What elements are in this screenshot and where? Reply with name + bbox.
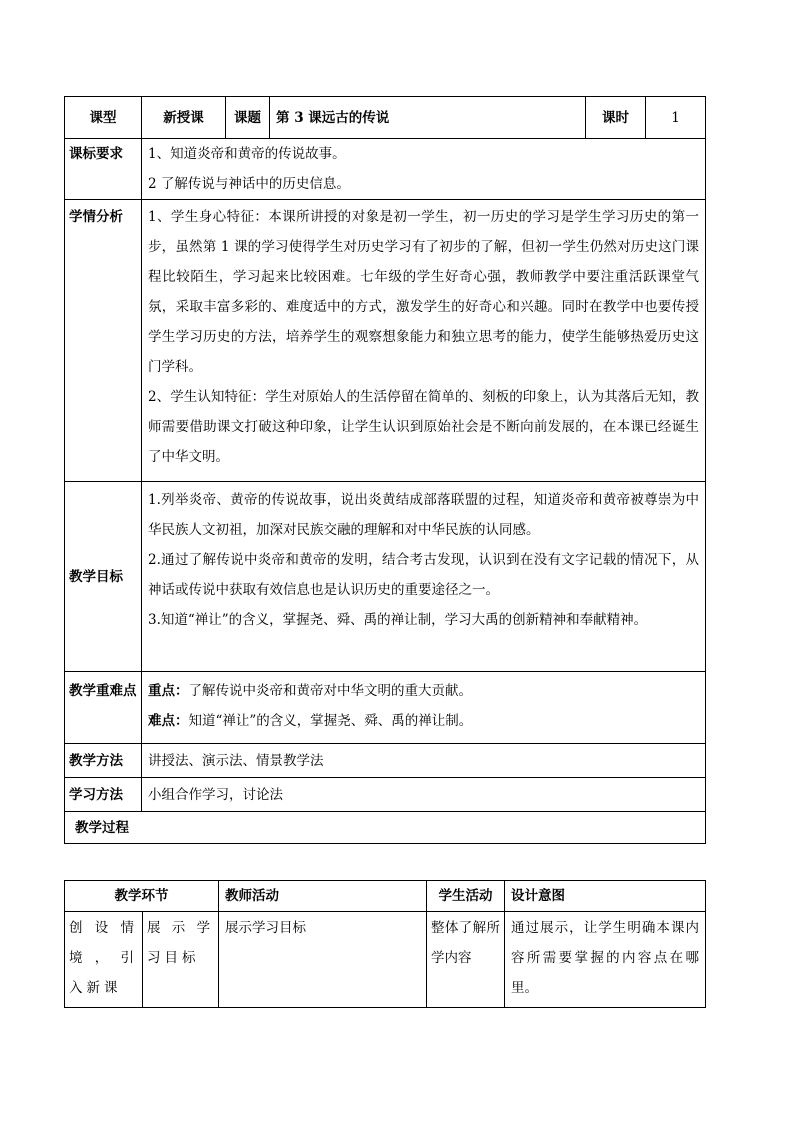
stage-header: 教学环节 <box>65 881 219 912</box>
standards-content <box>142 139 706 200</box>
goals-row <box>65 482 706 672</box>
difficulty-line <box>148 706 699 736</box>
process-header-row <box>65 881 706 912</box>
methods-label: 教学方法 <box>65 744 142 778</box>
lesson-type-label: 课型 <box>65 97 142 139</box>
stage-sub-cell: 展示学习目标 <box>143 912 219 1008</box>
stage-main-cell: 创设情境，引入新课 <box>65 912 143 1008</box>
analysis-paragraph: 2、学生认知特征：学生对原始人的生活停留在简单的、刻板的印象上，认为其落后无知，教师需要借助课文打破这种印象，让学生认识到原始社会是不断向前发展的，在本课已经诞生了中华文明。 <box>148 389 699 465</box>
process-row <box>65 812 706 844</box>
goals-label: 教学目标 <box>65 482 142 672</box>
lesson-info-table <box>64 96 706 844</box>
intent-cell: 通过展示，让学生明确本课内容所需要掌握的内容点在哪里。 <box>505 912 706 1008</box>
process-table <box>64 880 706 1008</box>
periods-label: 课时 <box>586 97 646 139</box>
student-header: 学生活动 <box>427 881 505 912</box>
methods-row <box>65 744 706 778</box>
header-row <box>65 97 706 139</box>
learning-value: 小组合作学习，讨论法 <box>142 778 706 812</box>
standards-row <box>65 139 706 200</box>
key-points-content <box>142 672 706 744</box>
intent-header: 设计意图 <box>505 881 706 912</box>
focus-text: 了解传说中炎帝和黄帝对中华文明的重大贡献。 <box>188 683 472 699</box>
goal-item: 2.通过了解传说中炎帝和黄帝的发明，结合考古发现，认识到在没有文字记载的情况下，从神话或传说中获取有效信息也是认识历史的重要途径之一。 <box>148 552 699 598</box>
student-activity-cell: 整体了解所学内容 <box>427 912 505 1008</box>
analysis-row <box>65 200 706 482</box>
teacher-activity-cell: 展示学习目标 <box>219 912 427 1008</box>
difficulty-label: 难点： <box>148 713 189 729</box>
focus-label: 重点： <box>148 683 189 699</box>
key-points-label: 教学重难点 <box>65 672 142 744</box>
learning-row <box>65 778 706 812</box>
periods-value: 1 <box>646 97 706 139</box>
topic-label: 课题 <box>226 97 270 139</box>
goals-content <box>142 482 706 672</box>
analysis-paragraph: 1、学生身心特征：本课所讲授的对象是初一学生，初一历史的学习是学生学习历史的第一步，虽然第 1 课的学习使得学生对历史学习有了初步的了解，但初一学生仍然对历史这门课程比较陌生，学习起来比较困难。七年级的学生好奇心强，教师教学中要注重活跃课堂气氛，采取丰富多彩的、难度适中的方式，激发学生的好奇心和兴趣。同时在教学中也要传授学生学习历史的方法，培养学生的观察想象能力和独立思考的能力，使学生能够热爱历史这门学科。 <box>148 209 699 375</box>
process-row-item <box>65 912 706 1008</box>
standards-line: 2 了解传说与神话中的历史信息。 <box>148 176 350 192</box>
difficulty-text: 知道“禅让”的含义，掌握尧、舜、禹的禅让制。 <box>188 713 473 729</box>
learning-label: 学习方法 <box>65 778 142 812</box>
topic-value: 第 3 课远古的传说 <box>270 97 586 139</box>
analysis-content <box>142 200 706 482</box>
teacher-header: 教师活动 <box>219 881 427 912</box>
key-points-row <box>65 672 706 744</box>
focus-line <box>148 676 699 706</box>
goal-item: 3.知道“禅让”的含义，掌握尧、舜、禹的禅让制，学习大禹的创新精神和奉献精神。 <box>148 612 648 628</box>
analysis-label: 学情分析 <box>65 200 142 482</box>
lesson-type-value: 新授课 <box>142 97 226 139</box>
methods-value: 讲授法、演示法、情景教学法 <box>142 744 706 778</box>
standards-label: 课标要求 <box>65 139 142 200</box>
process-label: 教学过程 <box>65 812 706 844</box>
goal-item: 1.列举炎帝、黄帝的传说故事，说出炎黄结成部落联盟的过程，知道炎帝和黄帝被尊崇为中华民族人文初祖，加深对民族交融的理解和对中华民族的认同感。 <box>148 492 699 538</box>
standards-line: 1、知道炎帝和黄帝的传说故事。 <box>148 146 346 162</box>
